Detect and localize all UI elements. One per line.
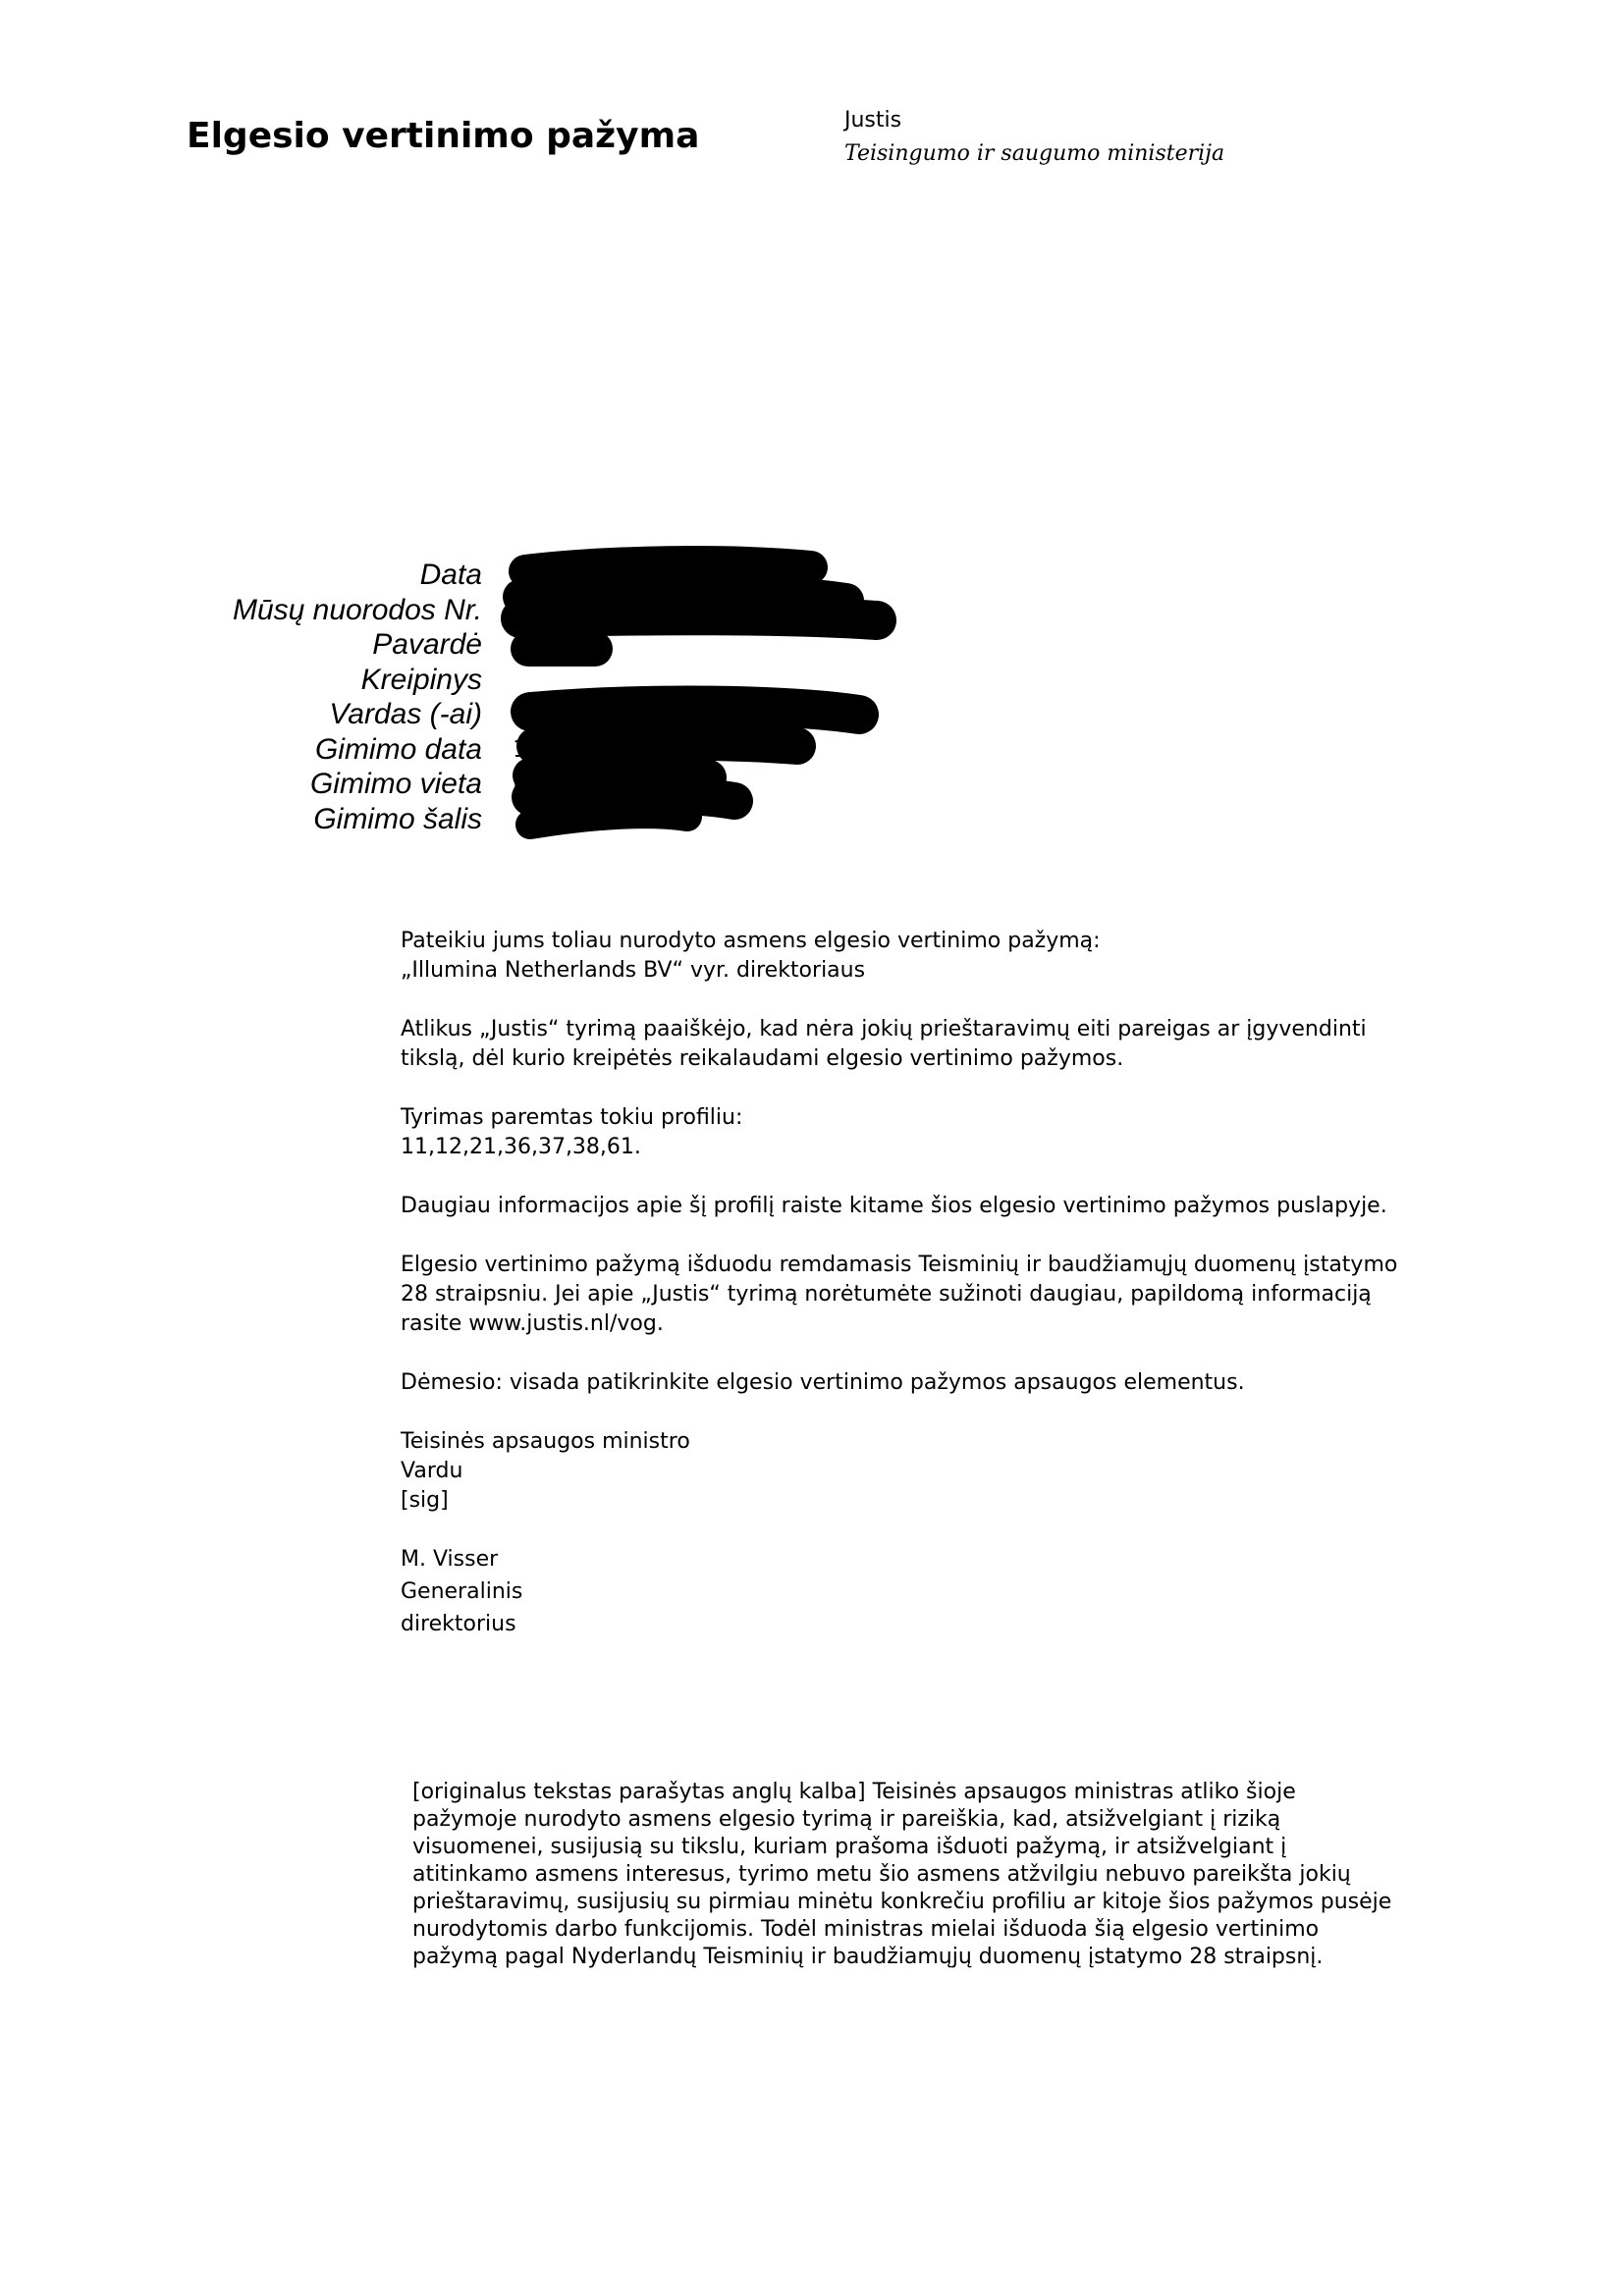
field-value-birth-date: 1 — [513, 734, 528, 763]
field-label-birth-date: Gimimo data — [314, 732, 482, 766]
paragraph-attention — [401, 1368, 1490, 1398]
signature-block — [401, 1427, 1490, 1516]
signatory-name: M. Visser — [401, 1547, 499, 1572]
note-line: visuomenei, susijusią su tikslu, kuriam prašoma išduoti pažymą, ir atsižvelgiant į — [412, 1835, 1287, 1859]
text-line: Elgesio vertinimo pažymą išduodu remdamasis Teisminių ir baudžiamųjų duomenų įstatymo — [401, 1253, 1398, 1277]
page-title: Elgesio vertinimo pažyma — [187, 116, 700, 156]
text-line: Daugiau informacijos apie šį profilį raiste kitame šios elgesio vertinimo pažymos puslapyje. — [401, 1194, 1387, 1218]
text-line: Teisinės apsaugos ministro — [401, 1429, 690, 1454]
redaction-stroke-birth-country — [530, 814, 687, 825]
field-value-first-names: I — [513, 700, 520, 727]
text-line: [sig] — [401, 1488, 449, 1513]
field-label-first-names: Vardas (-ai) — [329, 698, 482, 730]
paragraph-intro — [401, 927, 1490, 986]
field-label-birth-place: Gimimo vieta — [309, 768, 482, 800]
text-line: rasite www.justis.nl/vog. — [401, 1311, 664, 1336]
translation-note — [412, 1779, 1391, 1971]
field-label-salutation: Kreipinys — [360, 663, 482, 696]
text-line: Pateikiu jums toliau nurodyto asmens elgesio vertinimo pažymą: — [401, 929, 1101, 953]
signatory-block — [401, 1543, 1490, 1640]
text-line: „Illumina Netherlands BV“ vyr. direktoriaus — [401, 958, 866, 983]
letter-body — [401, 927, 1490, 1640]
redaction-stroke-reference-2 — [520, 615, 877, 620]
field-label-date: Data — [419, 559, 482, 591]
text-line: Tyrimas paremtas tokiu profiliu: — [401, 1105, 743, 1130]
redaction-stroke-birth-date — [535, 742, 797, 746]
field-label-surname: Pavardė — [372, 628, 482, 661]
org-name: Justis — [844, 108, 902, 133]
text-line: 28 straipsniu. Jei apie „Justis“ tyrimą norėtumėte sužinoti daugiau, papildomą informaciją — [401, 1282, 1372, 1307]
signatory-title: direktorius — [401, 1612, 516, 1636]
paragraph-legal-basis — [401, 1251, 1490, 1339]
field-label-reference: Mūsų nuorodos Nr. — [232, 593, 482, 626]
note-line: prieštaravimų, susijusių su pirmiau minėtu konkrečiu profiliu ar kitoje šios pažymos pusėje — [412, 1890, 1392, 1914]
paragraph-result — [401, 1015, 1490, 1074]
note-line: pažymoje nurodyto asmens elgesio tyrimą ir pareiškia, kad, atsižvelgiant į riziką — [412, 1807, 1281, 1832]
note-line: nurodytomis darbo funkcijomis. Todėl ministras mielai išduoda šią elgesio vertinimo — [412, 1917, 1320, 1942]
signatory-title: Generalinis — [401, 1579, 523, 1604]
note-line: pažymą pagal Nyderlandų Teisminių ir baudžiamųjų duomenų įstatymo 28 straipsnį. — [412, 1945, 1324, 1969]
text-line: Vardu — [401, 1459, 463, 1483]
text-line: Atlikus „Justis“ tyrimą paaiškėjo, kad nėra jokių prieštaravimų eiti pareigas ar įgyvendinti — [401, 1017, 1367, 1041]
text-line: Dėmesio: visada patikrinkite elgesio vertinimo pažymos apsaugos elementus. — [401, 1370, 1245, 1395]
field-value-birth-place: I — [513, 770, 520, 797]
text-line: tikslą, dėl kurio kreipėtės reikalaudami elgesio vertinimo pažymos. — [401, 1046, 1124, 1071]
note-line: [originalus tekstas parašytas anglų kalba] Teisinės apsaugos ministras atliko šioje — [412, 1780, 1296, 1804]
field-label-birth-country: Gimimo šalis — [313, 802, 482, 835]
redaction-stroke-date — [525, 562, 811, 571]
paragraph-profile — [401, 1103, 1490, 1162]
field-value-birth-country: d. — [640, 804, 663, 832]
org-ministry: Teisingumo ir saugumo ministerija — [844, 141, 1225, 166]
paragraph-more-info — [401, 1192, 1490, 1221]
redaction-stroke-first-names — [530, 706, 859, 715]
text-line: 11,12,21,36,37,38,61. — [401, 1135, 641, 1159]
note-line: atitinkamo asmens interesus, tyrimo metu šio asmens atžvilgiu nebuvo pareikšta jokių — [412, 1862, 1351, 1887]
